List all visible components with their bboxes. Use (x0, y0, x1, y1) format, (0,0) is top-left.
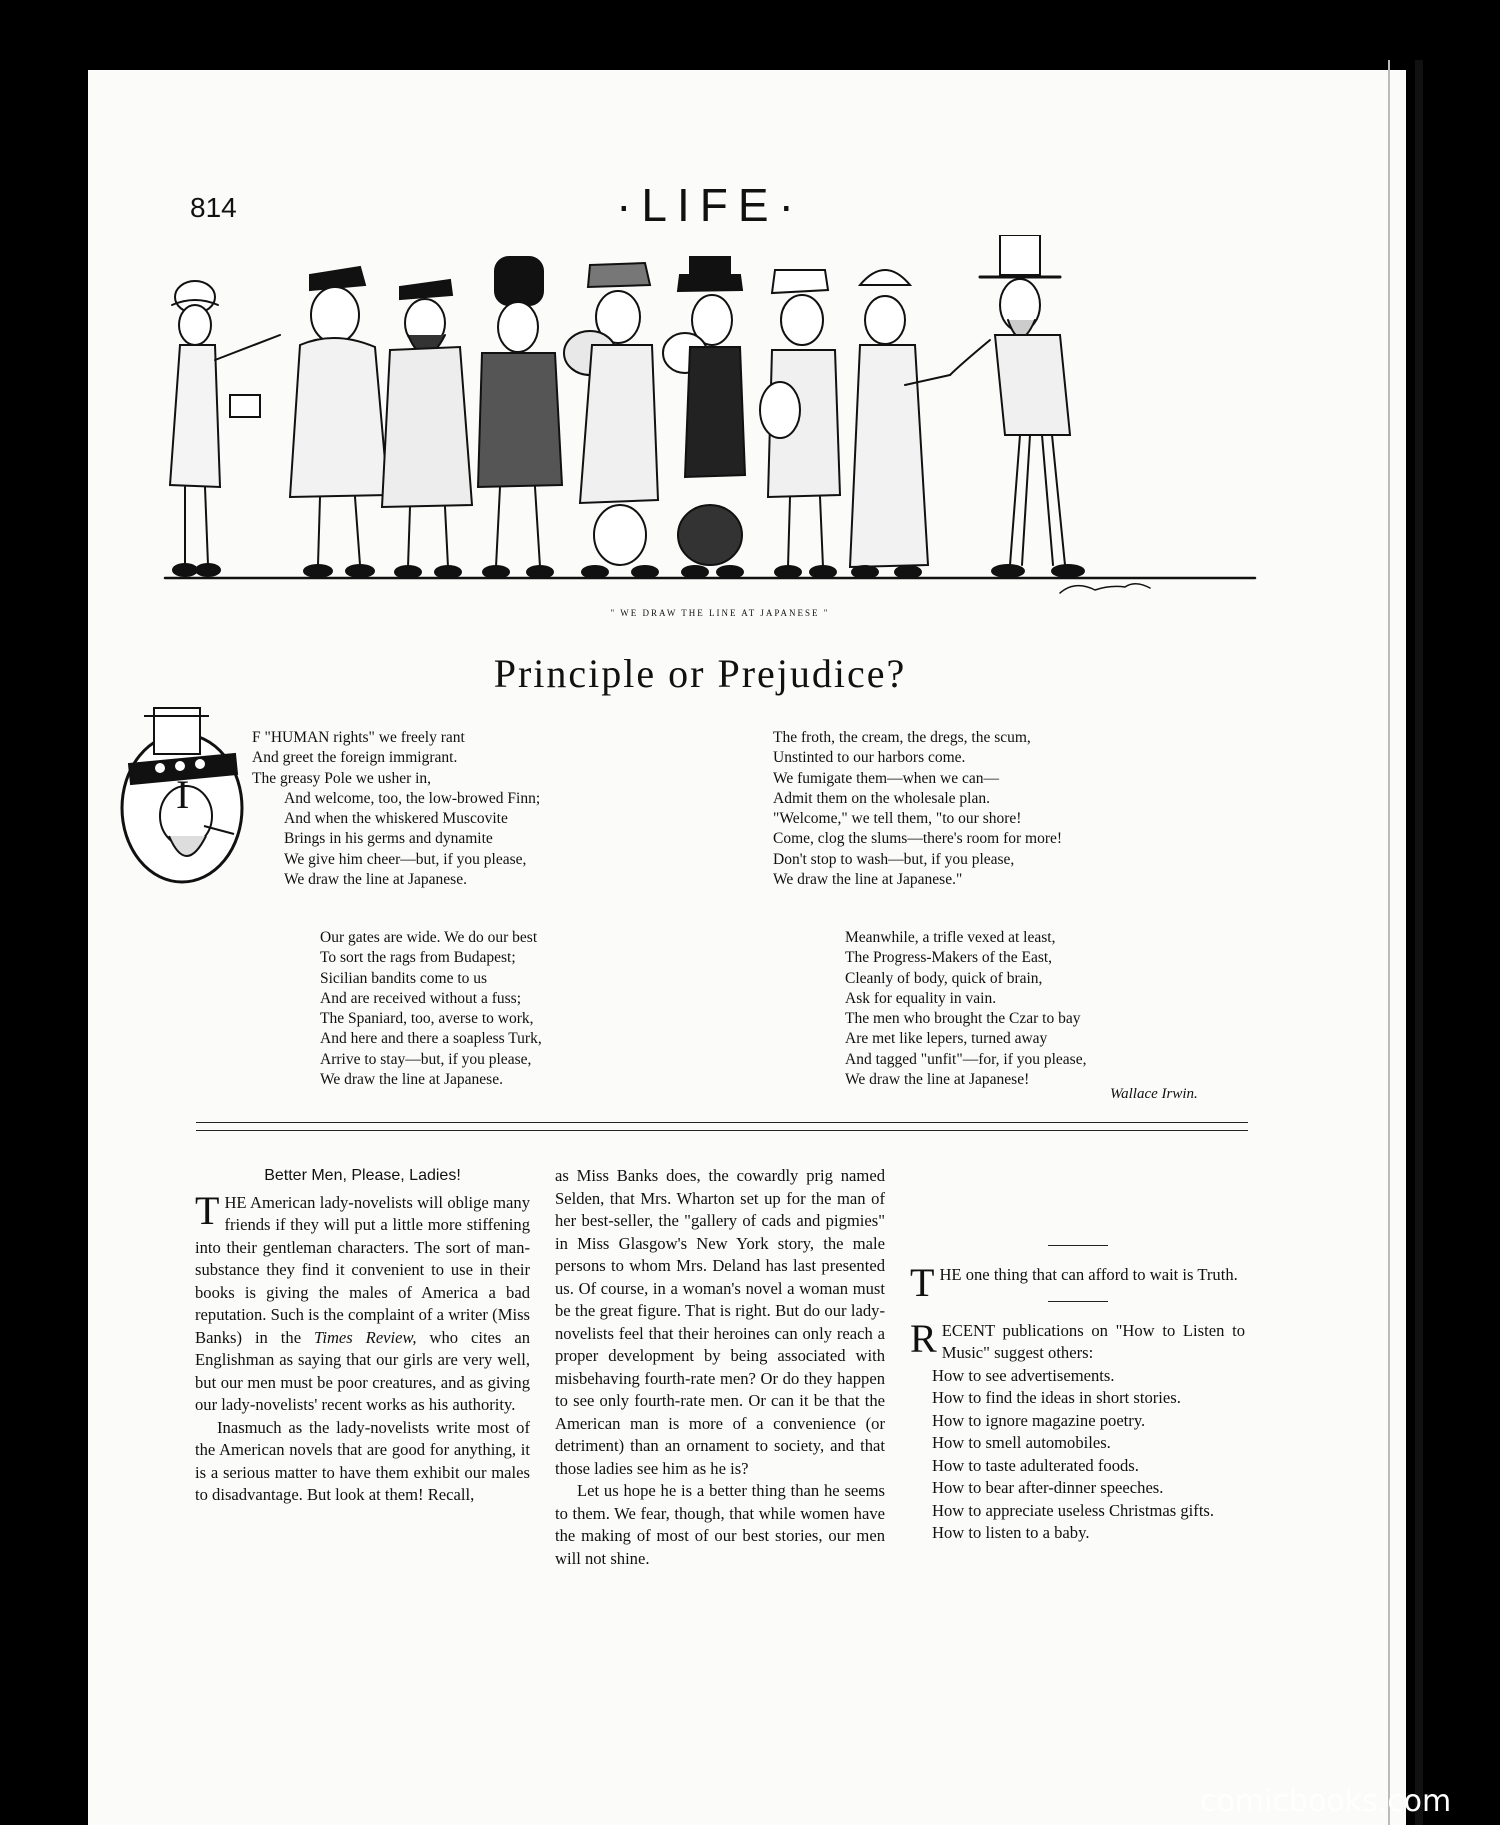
figure-ragged-man (564, 263, 658, 578)
short-item-truth (910, 1260, 1245, 1305)
cartoon-caption: " WE DRAW THE LINE AT JAPANESE " (610, 608, 830, 618)
list-item: How to listen to a baby. (932, 1523, 1090, 1542)
poem-line: To sort the rags from Budapest; (320, 949, 516, 967)
list-item: How to ignore magazine poetry. (932, 1410, 1146, 1430)
poem-title: Principle or Prejudice? (493, 651, 907, 696)
poem-line: The greasy Pole we usher in, (252, 769, 432, 787)
list-item: How to bear after-dinner speeches. (932, 1478, 1164, 1497)
drop-cap: T (910, 1260, 935, 1305)
poem-line: Our gates are wide. We do our best (320, 929, 538, 946)
poem-line: And when the whiskered Muscovite (284, 810, 508, 828)
page-number: 814 (190, 192, 237, 223)
poem-line: And here and there a soapless Turk, (320, 1030, 542, 1048)
section-divider-top (196, 1122, 1248, 1123)
poem-line: We draw the line at Japanese." (773, 871, 963, 889)
poem-line: We draw the line at Japanese. (320, 1071, 503, 1089)
short-divider (1048, 1301, 1108, 1302)
list-item: How to taste adulterated foods. (932, 1455, 1139, 1475)
publication-name: Times Review, (314, 1327, 417, 1347)
poem-line: Cleanly of body, quick of brain, (845, 969, 1043, 987)
list-item: How to find the ideas in short stories. (932, 1388, 1181, 1407)
article-column-3 (910, 1165, 1245, 1545)
list-item: How to smell automobiles. (932, 1433, 1111, 1452)
poem-stanza-2 (773, 728, 1062, 890)
poem-line: We draw the line at Japanese. (284, 871, 467, 889)
poem-line: And welcome, too, the low-browed Finn; (284, 789, 541, 807)
article-column-2 (555, 1165, 885, 1570)
figure-fur-hat-man (478, 257, 562, 578)
poem-stanza-4 (845, 928, 1086, 1090)
list-item: How to appreciate useless Christmas gifts. (932, 1500, 1215, 1520)
article-text: who cites an Englishman as saying that our girls are very well, but our men must be poor creatures, and as giving our lady-novelists' recent works as his authority. (195, 1327, 530, 1414)
poem-line: And greet the foreign immigrant. (252, 749, 458, 767)
poem-line: We fumigate them—when we can— (773, 769, 1000, 787)
poem-line: And tagged "unfit"—for, if you please, (845, 1050, 1087, 1068)
poem-line: Ask for equality in vain. (845, 989, 997, 1007)
article-heading: Better Men, Please, Ladies! (264, 1167, 461, 1184)
uncle-sam-vignette (114, 698, 250, 884)
figure-dark-hat-man (663, 257, 745, 578)
figure-stout-man (290, 267, 388, 577)
article-text: HE American lady-novelists will oblige many friends if they will put a little more stiffening into their gentleman characters. The sort of man-substance they find it convenient to use in their books is giving the males of America a bad reputation. Such is the complaint of a writer (Miss Banks) in the (195, 1192, 530, 1347)
binding-shadow (1415, 60, 1423, 1825)
binding-edge (1388, 60, 1390, 1825)
poem-line: Brings in his germs and dynamite (284, 830, 493, 848)
article-paragraph (195, 1187, 530, 1417)
figure-uncle-sam (950, 235, 1084, 577)
poem-line: The Spaniard, too, averse to work, (320, 1010, 534, 1028)
poem-line: F "HUMAN rights" we freely rant (252, 729, 465, 746)
poem-line: Are met like lepers, turned away (845, 1030, 1048, 1048)
poem-line: Meanwhile, a trifle vexed at least, (845, 929, 1056, 946)
figure-capped-man (760, 270, 840, 578)
masthead: ·LIFE· (616, 179, 804, 231)
poem-line: Sicilian bandits come to us (320, 969, 488, 987)
poem-line: Arrive to stay—but, if you please, (320, 1050, 532, 1068)
drop-cap: R (910, 1315, 937, 1361)
poem-stanza-1 (252, 728, 540, 890)
figure-japanese-man (850, 270, 950, 578)
poem-line: Unstinted to our harbors come. (773, 749, 966, 767)
poem-line: We give him cheer—but, if you please, (284, 850, 527, 868)
section-divider-bottom (196, 1130, 1248, 1131)
figure-official (170, 281, 280, 576)
poem-line: "Welcome," we tell them, "to our shore! (773, 810, 1022, 828)
cartoon-illustration (160, 235, 1260, 605)
short-divider (1048, 1245, 1108, 1246)
article-text: ECENT publications on "How to Listen to Music" suggest others: (941, 1320, 1245, 1362)
list-item: How to see advertisements. (932, 1365, 1115, 1385)
article-paragraph: Inasmuch as the lady-novelists write most of the American novels that are good for anything, it is a serious matter to have them exhibit our males to disadvantage. But look at them! Recall, (195, 1417, 530, 1504)
drop-cap-letter: I (176, 772, 190, 817)
poem-stanza-3 (320, 928, 542, 1090)
poem-line: Come, clog the slums—there's room for more! (773, 830, 1063, 848)
article-paragraph: Let us hope he is a better thing than he seems to them. We fear, though, that while women have the making of most of our best stories, our men will not shine. (555, 1481, 885, 1568)
poem-line: And are received without a fuss; (320, 989, 522, 1007)
figure-bearded-man (382, 280, 472, 578)
article-column-1 (195, 1165, 530, 1507)
poem-line: Admit them on the wholesale plan. (773, 789, 990, 807)
article-text: HE one thing that can afford to wait is Truth. (939, 1265, 1238, 1284)
short-item-how-to (910, 1315, 1245, 1365)
article-paragraph-continued: as Miss Banks does, the cowardly prig named Selden, that Mrs. Wharton set up for the man of her best-seller, the "gallery of cads and pigmies" in Miss Glasgow's New York story, the male persons to whom Mrs. Deland has last presented us. Of course, in a woman's novel a woman must be the great figure. That is right. But do our lady-novelists feel that their heroines can only reach a proper development by being associated with misbehaving fourth-rate men? Or do they happen to see only fourth-rate men. Or can it be that the American man is more of a convenience (or detriment) than an ornament to society, and that those ladies see him as he is? (555, 1166, 885, 1478)
poem-author: Wallace Irwin. (1110, 1086, 1198, 1102)
poem-line: Don't stop to wash—but, if you please, (773, 850, 1015, 868)
poem-line: The men who brought the Czar to bay (845, 1010, 1081, 1028)
poem-line: The Progress-Makers of the East, (845, 949, 1053, 967)
drop-cap: T (195, 1187, 220, 1233)
poem-line: The froth, the cream, the dregs, the scum, (773, 729, 1031, 746)
poem-line: We draw the line at Japanese! (845, 1071, 1030, 1089)
watermark: comicbooks.com (1200, 1784, 1452, 1819)
